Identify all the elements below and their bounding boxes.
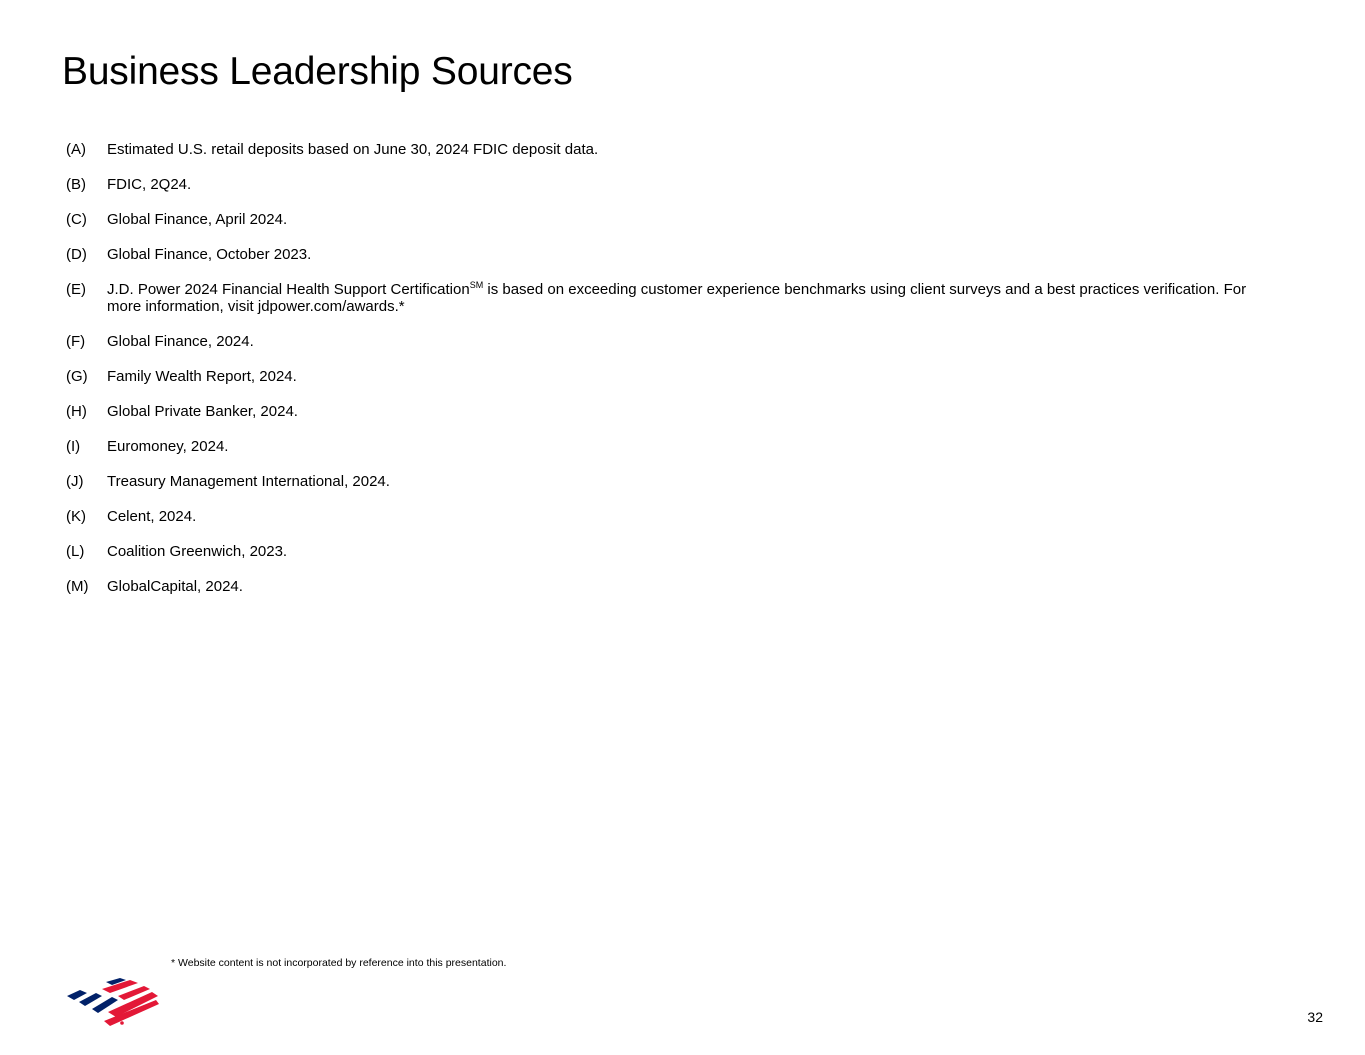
source-item-i <box>66 438 1266 455</box>
source-label: (M) <box>66 578 89 595</box>
source-label: (L) <box>66 543 85 560</box>
sources-list <box>66 141 1266 613</box>
source-text <box>107 281 1266 315</box>
page-number: 32 <box>1307 1009 1323 1025</box>
source-item-b <box>66 176 1266 193</box>
source-item-g <box>66 368 1266 385</box>
source-item-f <box>66 333 1266 350</box>
source-item-c <box>66 211 1266 228</box>
source-label: (H) <box>66 403 87 420</box>
page-title: Business Leadership Sources <box>62 50 573 93</box>
source-text: Coalition Greenwich, 2023. <box>107 543 288 560</box>
source-label: (K) <box>66 508 86 525</box>
logo-registered-mark <box>120 1021 124 1025</box>
website-disclaimer: * Website content is not incorporated by reference into this presentation. <box>171 957 507 969</box>
source-item-d <box>66 246 1266 263</box>
source-item-a <box>66 141 1266 158</box>
source-text: Family Wealth Report, 2024. <box>107 368 297 385</box>
source-text: Global Finance, 2024. <box>107 333 254 350</box>
source-label: (D) <box>66 246 87 263</box>
bank-flag-logo-icon <box>64 976 160 1028</box>
source-label: (F) <box>66 333 86 350</box>
logo-blue-stripe <box>67 990 87 1000</box>
source-item-e <box>66 281 1266 315</box>
source-text: Global Private Banker, 2024. <box>107 403 298 420</box>
source-label: (I) <box>66 438 81 455</box>
source-text: Euromoney, 2024. <box>107 438 229 455</box>
source-text: GlobalCapital, 2024. <box>107 578 243 595</box>
source-item-j <box>66 473 1266 490</box>
source-label: (A) <box>66 141 86 158</box>
source-text: Treasury Management International, 2024. <box>107 473 390 490</box>
source-text: Global Finance, April 2024. <box>107 211 288 228</box>
service-mark-superscript: SM <box>469 280 484 290</box>
source-text-part: is based on exceeding customer experience benchmarks using client surveys and a best practices verification. For more information, visit jdpower.com/awards.* <box>107 281 1247 315</box>
source-label: (G) <box>66 368 88 385</box>
source-text: Celent, 2024. <box>107 508 197 525</box>
source-label: (C) <box>66 211 87 228</box>
source-item-h <box>66 403 1266 420</box>
source-text: Estimated U.S. retail deposits based on June 30, 2024 FDIC deposit data. <box>107 141 599 158</box>
source-text: Global Finance, October 2023. <box>107 246 312 263</box>
source-text-part: J.D. Power 2024 Financial Health Support Certification <box>107 281 470 298</box>
source-text: FDIC, 2Q24. <box>107 176 192 193</box>
source-label: (J) <box>66 473 84 490</box>
source-item-k <box>66 508 1266 525</box>
source-item-m <box>66 578 1266 595</box>
source-label: (B) <box>66 176 86 193</box>
source-label: (E) <box>66 281 86 298</box>
source-item-l <box>66 543 1266 560</box>
